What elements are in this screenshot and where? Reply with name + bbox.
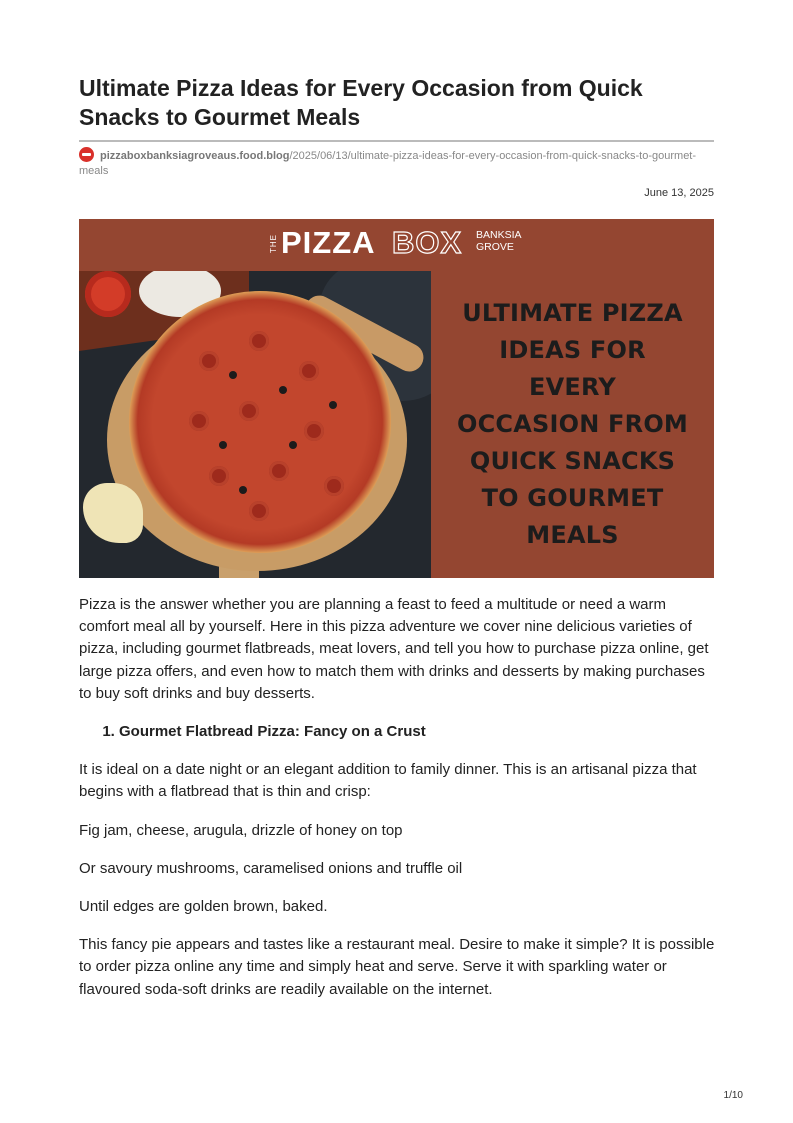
intro-paragraph: Pizza is the answer whether you are planning a feast to feed a multitude or need a warm comfort meal all by yourself. Here in this pizza adventure we cover nine delicious varieties of pizza, including gourmet flatbreads, meat lovers, and tell you how to purchase pizza online, get large pizza offers, and even how to match them with drinks and desserts by making purchases to buy soft drinks and buy desserts.: [79, 596, 709, 702]
paragraph: It is ideal on a date night or an elegant addition to family dinner. This is an artisanal pizza that begins with a flatbread that is thin and crisp:: [79, 761, 697, 801]
grated-cheese-image: [83, 483, 143, 543]
logo-location: [476, 229, 522, 253]
article-body: [79, 594, 719, 1017]
page-title: Ultimate Pizza Ideas for Every Occasion from Quick Snacks to Gourmet Meals: [79, 75, 643, 130]
pizza-photo: [79, 271, 431, 578]
logo-pizza: PIZZA: [281, 225, 376, 260]
logo-location-line2: GROVE: [476, 241, 514, 253]
hero-headline-panel: [431, 271, 714, 578]
list-item: 1. Gourmet Flatbread Pizza: Fancy on a Crust: [119, 721, 719, 743]
page-number: 1/10: [723, 1090, 743, 1101]
hero-headline: ULTIMATE PIZZA IDEAS FOR EVERY OCCASION FROM QUICK SNACKS TO GOURMET MEALS: [456, 299, 689, 549]
logo-box: BOX: [392, 225, 463, 260]
tomato-image: [85, 271, 131, 317]
pizza-image: [129, 291, 391, 553]
paragraph: Fig jam, cheese, arugula, drizzle of honey on top: [79, 821, 403, 839]
title-divider: [79, 140, 714, 142]
source-domain[interactable]: pizzaboxbanksiagroveaus.food.blog: [100, 150, 290, 162]
paragraph: Until edges are golden brown, baked.: [79, 898, 328, 916]
logo-the: THE: [269, 234, 278, 253]
hero-banner: [79, 219, 714, 578]
site-favicon-icon: [79, 147, 94, 162]
logo-location-line1: BANKSIA: [476, 229, 522, 241]
publish-date: June 13, 2025: [644, 187, 714, 199]
pizza-box-logo: [79, 219, 714, 269]
source-url[interactable]: [79, 147, 719, 179]
source-path[interactable]: /2025/06/13/ultimate-pizza-ideas-for-every-occasion-from-quick-snacks-to-gourmet-meals: [79, 150, 697, 177]
paragraph: Or savoury mushrooms, caramelised onions and truffle oil: [79, 859, 463, 877]
numbered-list: [79, 721, 719, 743]
paragraph: This fancy pie appears and tastes like a restaurant meal. Desire to make it simple? It is possible to order pizza online any time and simply heat and serve. Serve it with sparkling water or flavoured soda-soft drinks are readily available on the internet.: [79, 936, 715, 998]
